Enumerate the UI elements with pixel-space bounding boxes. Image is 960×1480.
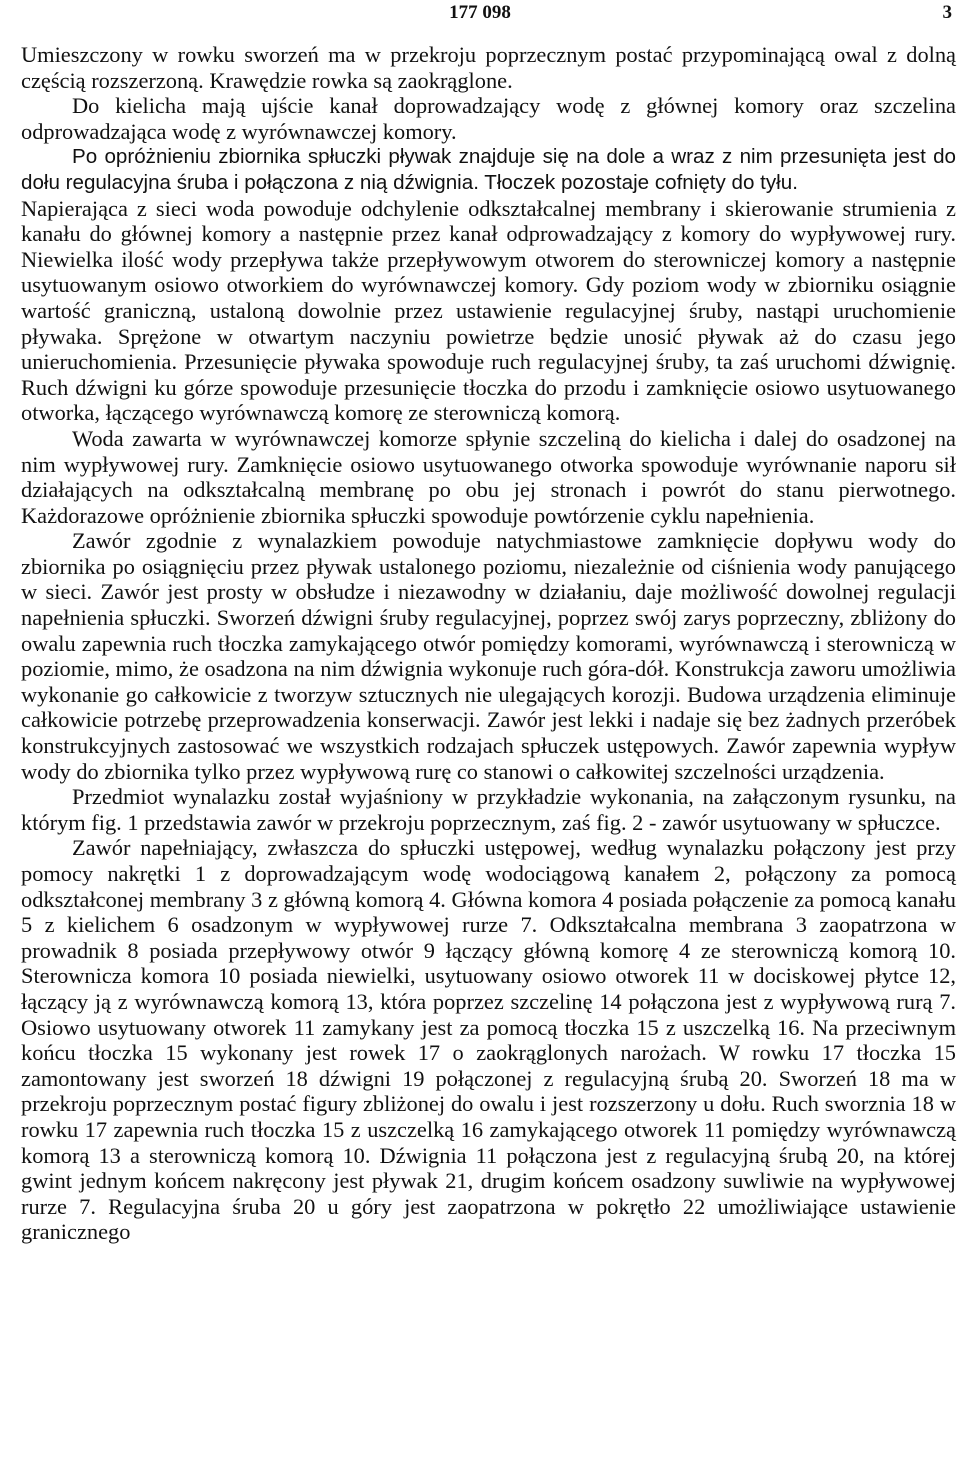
paragraph: Zawór zgodnie z wynalazkiem powoduje natychmiastowe zamknięcie dopływu wody do zbiornika po osiągnięciu przez pływak ustalonego poziomu, niezależnie od ciśnienia wody panującego w sieci. Zawór jest prosty w obsłudze i niezawodny w działaniu, daje możliwość dowolnej regulacji napełnienia spłuczki. Sworzeń dźwigni śruby regulacyjnej, poprzez swój zarys poprzeczny, zbliżony do owalu zapewnia ruch tłoczka zamykającego otwór pomiędzy komorami, wyrównawczą i sterowniczą w poziomie, mimo, że osadzona na nim dźwignia wykonuje ruch góra-dół. Konstrukcja zaworu umożliwia wykonanie go całkowicie z tworzyw sztucznych nie ulegających korozji. Budowa urządzenia eliminuje całkowicie potrzebę przeprowadzenia konserwacji. Zawór jest lekki i nadaje się bez żadnych przeróbek konstrukcyjnych zastosować we wszystkich rodzajach spłuczek ustępowych. Zawór zapewnia wypływ wody do zbiornika tylko przez wypływową rurę co stanowi o całkowitej szczelności urządzenia. <box>21 528 956 784</box>
paragraph: Zawór napełniający, zwłaszcza do spłuczki ustępowej, według wynalazku połączony jest przy pomocy nakrętki 1 z doprowadzającym wodę wodociągową kanałem 2, połączony za pomocą odkształconej membrany 3 z główną komorą 4. Główna komora 4 posiada połączenie za pomocą kanału 5 z kielichem 6 osadzonym w wypływowej rurze 7. Odkształcalna membrana 3 zaopatrzona w prowadnik 8 posiada przepływowy otwór 9 łączący główną komorę 4 ze sterowniczą komorą 10. Sterownicza komora 10 posiada niewielki, usytuowany osiowo otworek 11 w dociskowej płytce 12, łączący ją z wyrównawczą komorą 13, która poprzez szczelinę 14 połączona jest z wypływową rurą 7. Osiowo usytuowany otworek 11 zamykany jest za pomocą tłoczka 15 z uszczelką 16. Na przeciwnym końcu tłoczka 15 wykonany jest rowek 17 o zaokrąglonych narożach. W rowku 17 tłoczka 15 zamontowany jest sworzeń 18 dźwigni 19 połączonej z regulacyjną śrubą 20. Sworzeń 18 ma w przekroju poprzecznym postać figury zbliżonej do owalu i jest rozszerzony u dołu. Ruch sworznia 18 w rowku 17 zapewnia ruch tłoczka 15 z uszczelką 16 zamykającego otworek 11 pomiędzy wyrównawczą komorą 13 a sterowniczą komorą 10. Dźwignia 11 połączona jest z regulacyjną śrubą 20, na której gwint jednym końcem nakręcony jest pływak 21, drugim końcem osadzony suwliwie na wypływowej rurze 7. Regulacyjna śruba 20 u góry jest zaopatrzona w pokrętło 22 umożliwiające ustawienie granicznego <box>21 835 956 1245</box>
paragraph: Woda zawarta w wyrównawczej komorze spłynie szczeliną do kielicha i dalej do osadzonej na nim wypływowej rury. Zamknięcie osiowo usytuowanego otworka spowoduje wyrównanie naporu sił działających na odkształcalną membranę po obu jej stronach i powrót do stanu pierwotnego. Każdorazowe opróżnienie zbiornika spłuczki spowoduje powtórzenie cyklu napełnienia. <box>21 425 956 528</box>
paragraph: Do kielicha mają ujście kanał doprowadzający wodę z głównej komory oraz szczelina odprowadzająca wodę z wyrównawczej komory. <box>21 93 956 144</box>
paragraph: Umieszczony w rowku sworzeń ma w przekroju poprzecznym postać przypominającą owal z dolną częścią rozszerzoną. Krawędzie rowka są zaokrąglone. <box>21 42 956 93</box>
paragraph: Przedmiot wynalazku został wyjaśniony w przykładzie wykonania, na załączonym rysunku, na którym fig. 1 przedstawia zawór w przekroju poprzecznym, zaś fig. 2 - zawór usytuowany w spłuczce. <box>21 784 956 835</box>
page-number: 3 <box>942 2 952 23</box>
paragraph: Po opróżnieniu zbiornika spłuczki pływak znajduje się na dole a wraz z nim przesunięta jest do dołu regulacyjna śruba i połączona z nią dźwignia. Tłoczek pozostaje cofnięty do tyłu. <box>21 145 956 194</box>
body-text <box>21 42 956 1245</box>
paragraph: Napierająca z sieci woda powoduje odchylenie odkształcalnej membrany i skierowanie strumienia z kanału do głównej komory a następnie przez kanał odprowadzający z komory do wypływowej rury. Niewielka ilość wody przepływa także przepływowym otworem do sterowniczej komory a następnie usytuowanym osiowo otworkiem do wyrównawczej komory. Gdy poziom wody w zbiorniku osiągnie wartość graniczną, ustaloną dowolnie przez ustawienie regulacyjnej śruby, nastąpi uruchomienie pływaka. Sprężone w otwartym naczyniu powietrze będzie unosić pływak aż do czasu jego unieruchomienia. Przesunięcie pływaka spowoduje ruch regulacyjnej śruby, ta zaś uruchomi dźwignię. Ruch dźwigni ku górze spowoduje przesunięcie tłoczka do przodu i zamknięcie osiowo usytuowanego otworka, łączącego wyrównawczą komorę ze sterowniczą komorą. <box>21 195 956 426</box>
patent-number: 177 098 <box>449 2 511 23</box>
